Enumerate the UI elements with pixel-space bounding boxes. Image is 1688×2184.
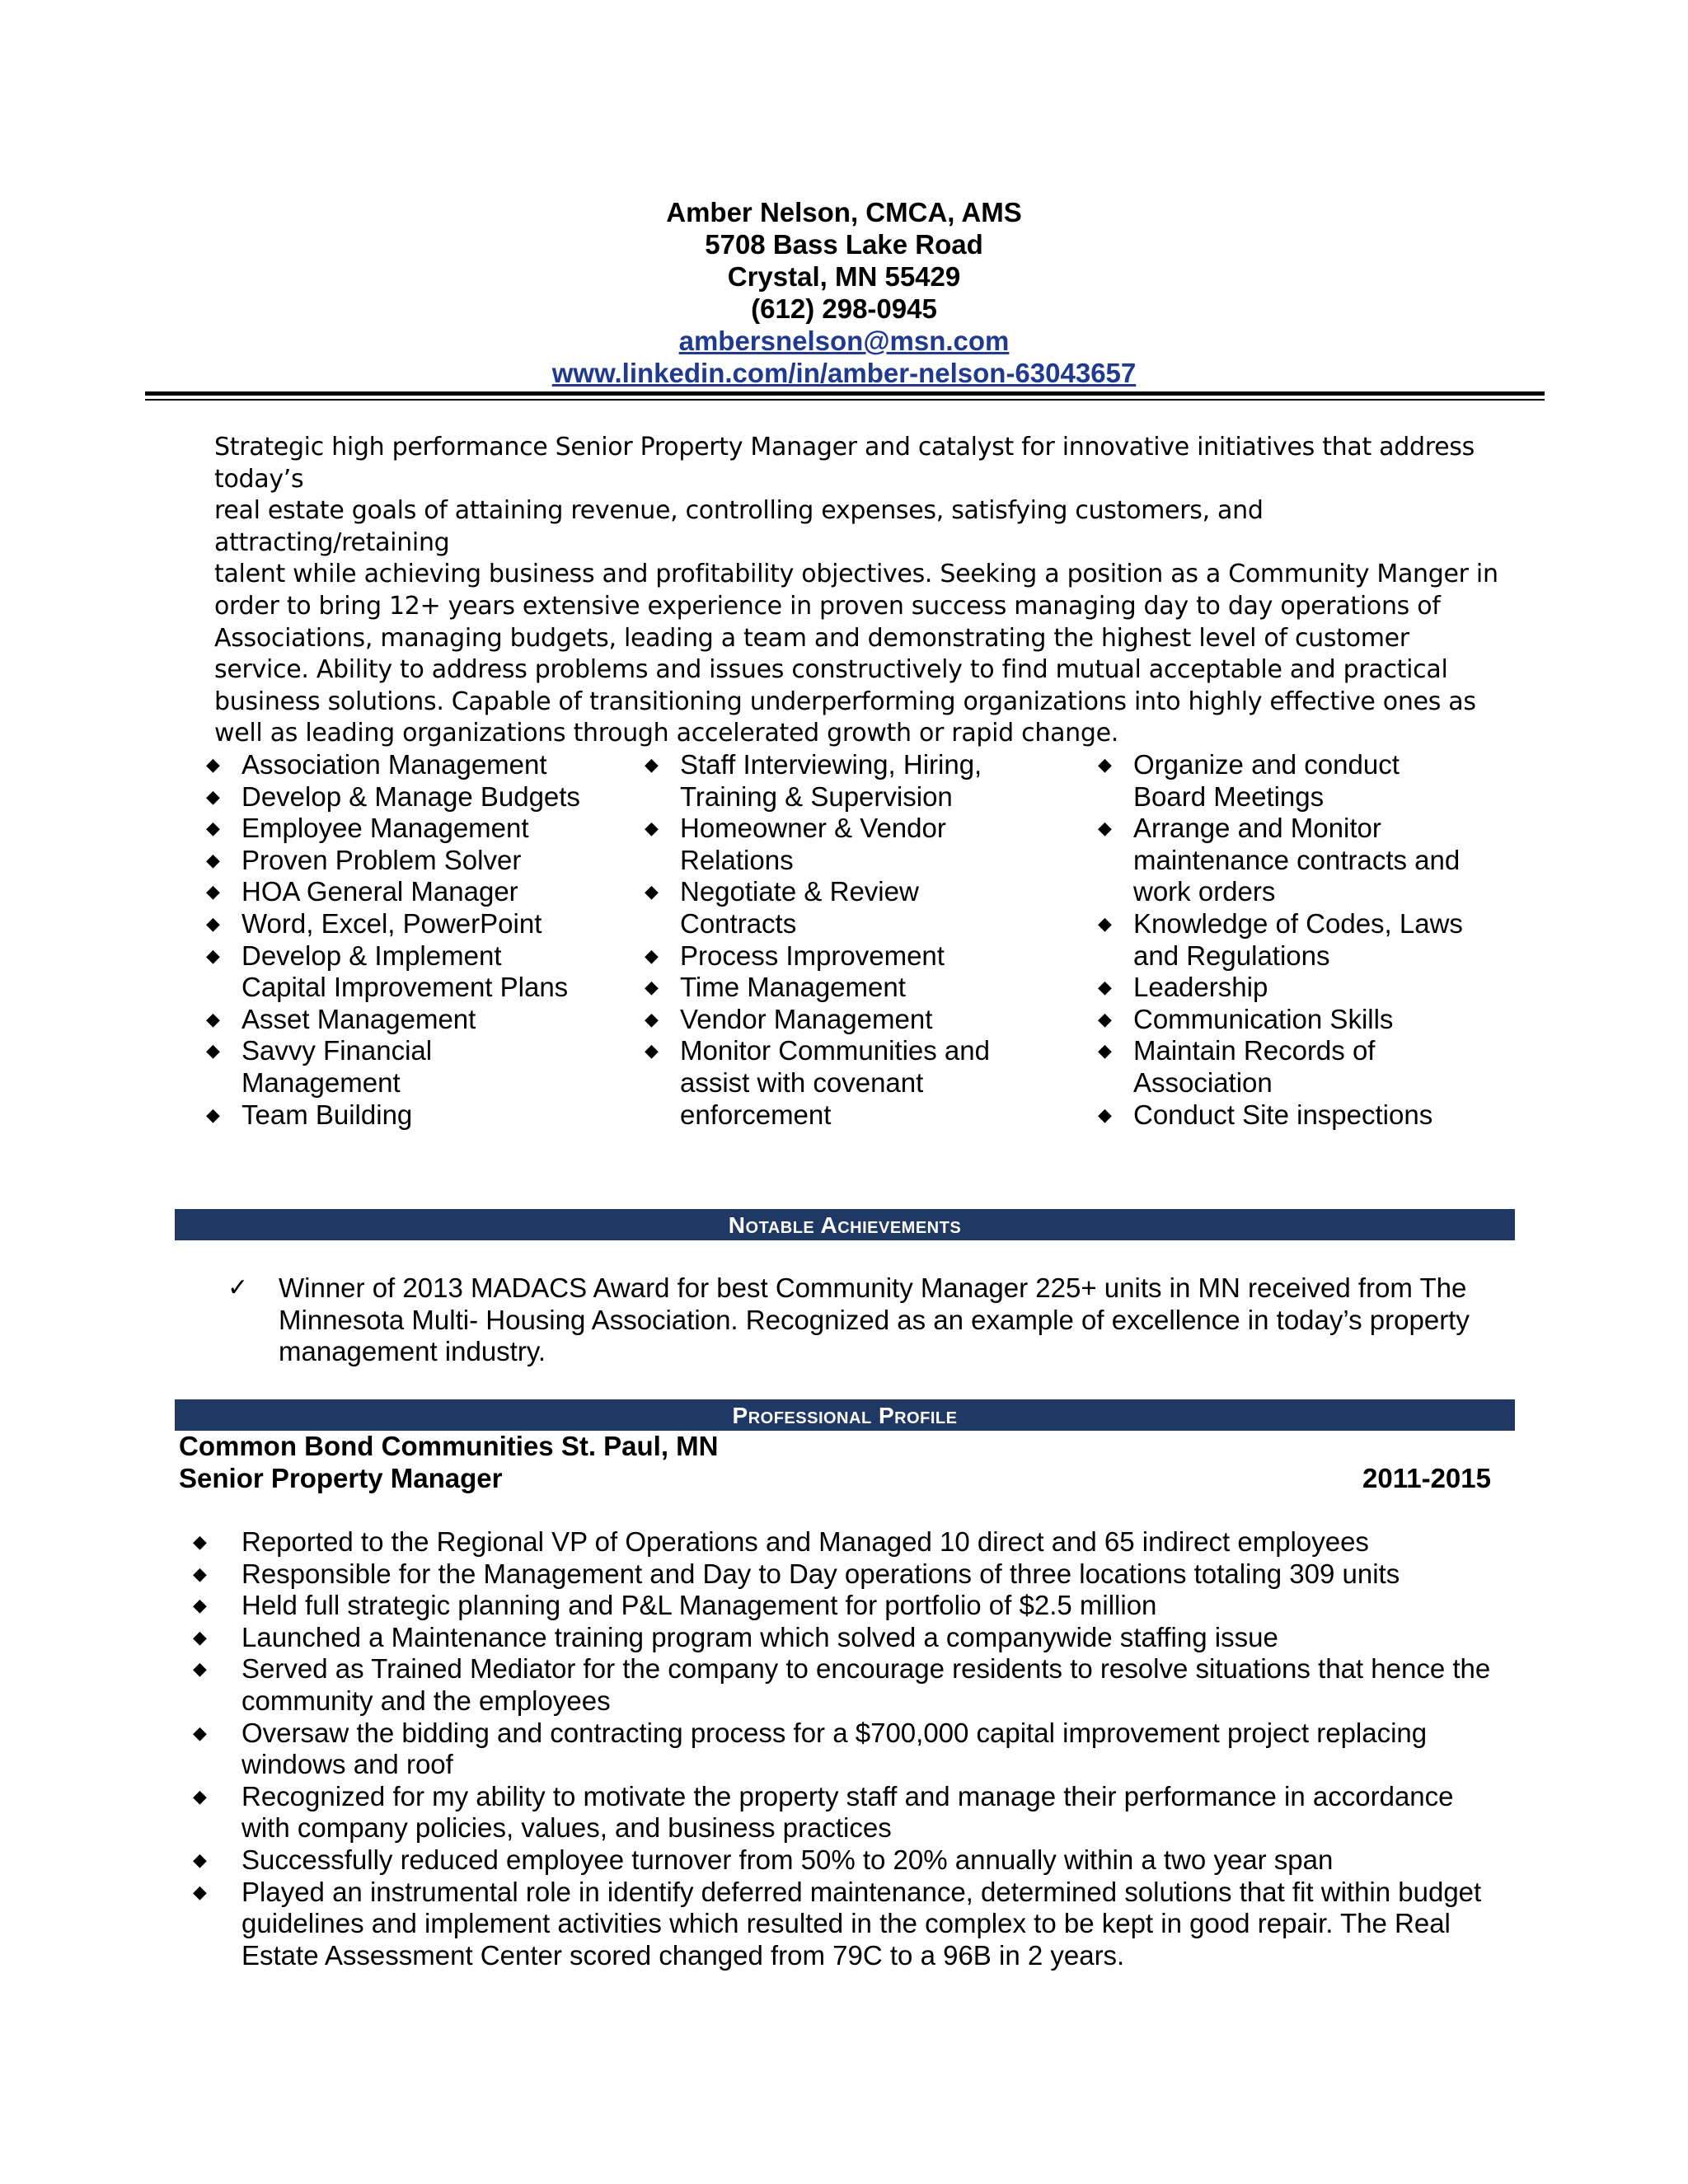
diamond-bullet-icon: ◆ — [645, 977, 659, 998]
skill-item — [1096, 908, 1541, 972]
diamond-bullet-icon: ◆ — [193, 1785, 207, 1807]
skill-item-text: Homeowner & Vendor Relations — [680, 813, 946, 875]
skill-item-text: Conduct Site inspections — [1133, 1099, 1433, 1130]
diamond-bullet-icon: ◆ — [645, 1008, 659, 1029]
diamond-bullet-icon: ◆ — [193, 1849, 207, 1870]
diamond-bullet-icon: ◆ — [206, 818, 220, 839]
diamond-bullet-icon: ◆ — [206, 1008, 220, 1029]
diamond-bullet-icon: ◆ — [645, 881, 659, 902]
diamond-bullet-icon: ◆ — [645, 1040, 659, 1062]
skill-item-text: Monitor Communities and assist with covenant enforcement — [680, 1035, 990, 1130]
phone-number: (612) 298-0945 — [751, 293, 937, 324]
job-company: Common Bond Communities St. Paul, MN — [179, 1431, 719, 1461]
linkedin-link[interactable]: www.linkedin.com/in/amber-nelson-63043657 — [551, 358, 1137, 388]
skill-item — [204, 781, 633, 813]
diamond-bullet-icon: ◆ — [1098, 818, 1112, 839]
skills-column-2 — [643, 749, 1071, 1131]
job-bullet — [191, 1844, 1543, 1877]
skill-item — [643, 940, 1071, 972]
skill-item — [643, 813, 1071, 876]
skill-item — [204, 813, 633, 845]
job-bullet-text: Recognized for my ability to motivate the property staff and manage their performance in accordance with company policies, values, and business practices — [241, 1780, 1454, 1844]
diamond-bullet-icon: ◆ — [206, 1104, 220, 1125]
skill-item — [1096, 749, 1541, 813]
skill-item — [204, 749, 633, 781]
diamond-bullet-icon: ◆ — [206, 754, 220, 775]
skill-item — [204, 908, 633, 940]
diamond-bullet-icon: ◆ — [193, 1563, 207, 1584]
diamond-bullet-icon: ◆ — [206, 912, 220, 934]
city-state-zip: Crystal, MN 55429 — [727, 261, 961, 292]
skill-item — [643, 1004, 1071, 1036]
job-bullet-text: Oversaw the bidding and contracting process for a $700,000 capital improvement project replacing windows and roof — [241, 1717, 1428, 1780]
diamond-bullet-icon: ◆ — [645, 944, 659, 966]
skill-item-text: Staff Interviewing, Hiring, Training & Supervision — [680, 749, 982, 812]
diamond-bullet-icon: ◆ — [193, 1531, 207, 1552]
skill-item-text: Negotiate & Review Contracts — [680, 876, 919, 939]
skill-item — [1096, 1099, 1541, 1132]
diamond-bullet-icon: ◆ — [206, 881, 220, 902]
job-bullet — [191, 1526, 1543, 1558]
job-bullet-text: Played an instrumental role in identify deferred maintenance, determined solutions that fit within budget guidelines and implement activities which resulted in the complex to be kept in good repair. The Real Estate Assessment Center scored changed from 79C to a 96B in 2 years. — [241, 1876, 1482, 1971]
diamond-bullet-icon: ◆ — [1098, 754, 1112, 775]
skill-item — [1096, 813, 1541, 908]
candidate-name: Amber Nelson, CMCA, AMS — [666, 197, 1022, 227]
achievement-item — [227, 1272, 1513, 1368]
diamond-bullet-icon: ◆ — [206, 785, 220, 807]
skill-item-text: Time Management — [680, 972, 906, 1003]
skill-item — [643, 876, 1071, 940]
job-bullet-text: Launched a Maintenance training program which solved a companywide staffing issue — [241, 1621, 1278, 1652]
job-bullet-text: Served as Trained Mediator for the company to encourage residents to resolve situations that hence the community and the employees — [241, 1653, 1491, 1716]
skill-item — [204, 940, 633, 1004]
professional-summary: Strategic high performance Senior Property Manager and catalyst for innovative initiatives that address today’s real estate goals of attaining revenue, controlling expenses, satisfying customers, and attracting/retaining talent while achieving business and profitability objectives. Seeking a position as a Community Manger in order to bring 12+ years extensive experience in proven success managing day to day operations of Associations, managing budgets, leading a team and demonstrating the highest level of customer service. Ability to address problems and issues constructively to find mutual acceptable and practical business solutions. Capable of transitioning underperforming organizations into highly effective ones as well as leading organizations through accelerated growth or rapid change. — [214, 433, 1498, 748]
skills-column-1 — [204, 749, 633, 1131]
skill-item-text: Proven Problem Solver — [241, 844, 522, 875]
skill-item-text: Vendor Management — [680, 1003, 933, 1034]
job-title: Senior Property Manager — [179, 1463, 503, 1493]
section-header-profile: Professional Profile — [175, 1399, 1515, 1431]
diamond-bullet-icon: ◆ — [1098, 1008, 1112, 1029]
skill-item-text: HOA General Manager — [241, 876, 518, 907]
diamond-bullet-icon: ◆ — [645, 818, 659, 839]
skill-item — [1096, 972, 1541, 1004]
job-bullet-text: Reported to the Regional VP of Operations and Managed 10 direct and 65 indirect employees — [241, 1526, 1369, 1557]
diamond-bullet-icon: ◆ — [193, 1626, 207, 1647]
diamond-bullet-icon: ◆ — [193, 1722, 207, 1743]
skill-item-text: Association Management — [241, 749, 547, 780]
diamond-bullet-icon: ◆ — [645, 754, 659, 775]
diamond-bullet-icon: ◆ — [1098, 1040, 1112, 1062]
skill-item — [643, 972, 1071, 1004]
job-bullet — [191, 1622, 1543, 1654]
job-bullet-text: Successfully reduced employee turnover from 50% to 20% annually within a two year span — [241, 1844, 1334, 1875]
diamond-bullet-icon: ◆ — [206, 849, 220, 870]
diamond-bullet-icon: ◆ — [193, 1658, 207, 1680]
skill-item-text: Arrange and Monitor maintenance contracts and work orders — [1133, 813, 1461, 907]
job-dates: 2011-2015 — [1362, 1463, 1491, 1493]
contact-header — [0, 196, 1688, 389]
achievement-text: Winner of 2013 MADACS Award for best Community Manager 225+ units in MN received from The Minnesota Multi- Housing Association. Recognized as an example of excellence in today’s property management industry. — [279, 1272, 1470, 1367]
skill-item — [1096, 1035, 1541, 1099]
job-bullet — [191, 1653, 1543, 1717]
skill-item — [204, 845, 633, 877]
skill-item — [204, 1035, 633, 1099]
email-link[interactable]: ambersnelson@msn.com — [678, 326, 1010, 356]
skill-item — [204, 876, 633, 908]
job-bullet — [191, 1781, 1543, 1844]
diamond-bullet-icon: ◆ — [1098, 977, 1112, 998]
skill-item — [204, 1099, 633, 1132]
job-bullet-text: Held full strategic planning and P&L Management for portfolio of $2.5 million — [241, 1590, 1157, 1621]
diamond-bullet-icon: ◆ — [1098, 1104, 1112, 1125]
skill-item-text: Organize and conduct Board Meetings — [1133, 749, 1400, 812]
skill-item-text: Employee Management — [241, 813, 529, 844]
skill-item-text: Savvy Financial Management — [241, 1035, 433, 1098]
job-bullet — [191, 1718, 1543, 1781]
skill-item-text: Process Improvement — [680, 940, 945, 971]
section-header-achievements: Notable Achievements — [175, 1209, 1515, 1240]
skill-item — [204, 1004, 633, 1036]
checkmark-icon: ✓ — [227, 1274, 249, 1301]
skill-item-text: Knowledge of Codes, Laws and Regulations — [1133, 907, 1463, 971]
diamond-bullet-icon: ◆ — [206, 944, 220, 966]
diamond-bullet-icon: ◆ — [1098, 912, 1112, 934]
header-divider-thick — [145, 391, 1545, 396]
job-bullet-text: Responsible for the Management and Day to Day operations of three locations totaling 309 units — [241, 1558, 1400, 1589]
skill-item-text: Develop & Implement Capital Improvement Plans — [241, 940, 569, 1003]
skill-item — [643, 749, 1071, 813]
skill-item-text: Develop & Manage Budgets — [241, 780, 580, 812]
skill-item-text: Leadership — [1133, 972, 1268, 1003]
header-divider-thin — [145, 399, 1545, 401]
job-responsibilities-list — [191, 1526, 1543, 1971]
skill-item-text: Team Building — [241, 1099, 413, 1130]
job-bullet — [191, 1590, 1543, 1622]
skill-item — [643, 1035, 1071, 1131]
diamond-bullet-icon: ◆ — [193, 1595, 207, 1616]
skill-item-text: Word, Excel, PowerPoint — [241, 907, 542, 939]
street-address: 5708 Bass Lake Road — [705, 229, 983, 260]
job-bullet — [191, 1877, 1543, 1972]
skill-item-text: Maintain Records of Association — [1133, 1035, 1376, 1098]
diamond-bullet-icon: ◆ — [193, 1881, 207, 1902]
skill-item — [1096, 1004, 1541, 1036]
skill-item-text: Communication Skills — [1133, 1003, 1394, 1034]
skills-column-3 — [1096, 749, 1541, 1131]
job-bullet — [191, 1558, 1543, 1591]
diamond-bullet-icon: ◆ — [206, 1040, 220, 1062]
skill-item-text: Asset Management — [241, 1003, 476, 1034]
